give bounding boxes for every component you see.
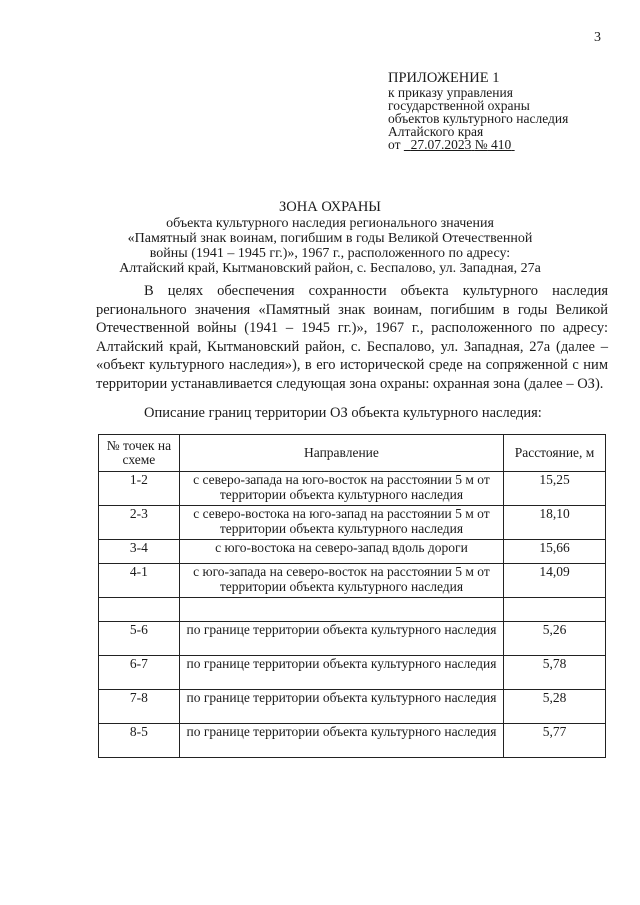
table-row-empty <box>99 598 606 622</box>
title-line: объекта культурного наследия регионального значения <box>166 216 494 231</box>
appendix-line: Алтайского края <box>388 124 484 139</box>
cell-distance <box>504 598 606 622</box>
cell-direction: с юго-востока на северо-запад вдоль дороги <box>179 540 503 564</box>
header-direction: Направление <box>179 435 503 472</box>
appendix-line: объектов культурного наследия <box>388 111 569 126</box>
table-row <box>99 656 606 690</box>
cell-direction: с северо-запада на юго-восток на расстоянии 5 м от территории объекта культурного наследия <box>179 472 503 506</box>
page-number: 3 <box>594 30 601 45</box>
cell-direction: по границе территории объекта культурного наследия <box>179 656 503 690</box>
cell-direction: по границе территории объекта культурного наследия <box>179 690 503 724</box>
cell-distance: 18,10 <box>504 506 606 540</box>
table-caption: Описание границ территории ОЗ объекта культурного наследия: <box>144 405 542 421</box>
date-prefix: от <box>388 137 401 152</box>
cell-points: 1-2 <box>99 472 180 506</box>
table-row <box>99 540 606 564</box>
body-paragraph: В целях обеспечения сохранности объекта культурного наследия регионального значения «Памятный знак воинам, погибшим в годы Великой Отечественной войны (1941 – 1945 гг.)», 1967 г., расположенного по адресу: Алтайский край, Кытмановский район, с. Беспалово, ул. Западная, 27а (далее – «объект культурного наследия»), в его исторической среде на сопряженной с ним территории устанавливается следующая зона охраны: охранная зона (далее – ОЗ). <box>96 283 608 392</box>
table-row <box>99 622 606 656</box>
cell-distance: 14,09 <box>504 564 606 598</box>
header-distance: Расстояние, м <box>504 435 606 472</box>
order-date: 27.07.2023 <box>410 137 472 152</box>
table-row <box>99 564 606 598</box>
cell-direction: с юго-запада на северо-восток на расстоянии 5 м от территории объекта культурного наследия <box>179 564 503 598</box>
cell-points: 5-6 <box>99 622 180 656</box>
cell-direction: по границе территории объекта культурного наследия <box>179 622 503 656</box>
cell-points: 6-7 <box>99 656 180 690</box>
cell-distance: 5,77 <box>504 724 606 758</box>
appendix-heading: ПРИЛОЖЕНИЕ 1 <box>388 70 500 86</box>
table-row <box>99 690 606 724</box>
order-number: 410 <box>491 137 512 152</box>
cell-distance: 5,26 <box>504 622 606 656</box>
cell-distance: 15,66 <box>504 540 606 564</box>
zone-title: ЗОНА ОХРАНЫ <box>279 199 381 215</box>
cell-points: 7-8 <box>99 690 180 724</box>
table-row <box>99 724 606 758</box>
order-date-number <box>404 137 515 152</box>
cell-points <box>99 598 180 622</box>
title-line: «Памятный знак воинам, погибшим в годы Великой Отечественной <box>127 231 533 246</box>
appendix-block <box>388 72 568 151</box>
cell-direction <box>179 598 503 622</box>
appendix-line: государственной охраны <box>388 98 530 113</box>
cell-points: 4-1 <box>99 564 180 598</box>
cell-direction: по границе территории объекта культурного наследия <box>179 724 503 758</box>
body-text <box>96 282 608 393</box>
cell-distance: 15,25 <box>504 472 606 506</box>
table-header-row <box>99 435 606 472</box>
appendix-line: к приказу управления <box>388 85 513 100</box>
number-prefix: № <box>474 137 488 152</box>
table-row <box>99 506 606 540</box>
cell-points: 2-3 <box>99 506 180 540</box>
order-date-line <box>388 138 568 151</box>
title-line: Алтайский край, Кытмановский район, с. Беспалово, ул. Западная, 27а <box>119 261 541 276</box>
boundary-table <box>98 434 606 758</box>
header-points: № точек на схеме <box>99 435 180 472</box>
cell-points: 3-4 <box>99 540 180 564</box>
table-row <box>99 472 606 506</box>
zone-title-block <box>60 200 600 276</box>
cell-distance: 5,78 <box>504 656 606 690</box>
cell-direction: с северо-востока на юго-запад на расстоянии 5 м от территории объекта культурного наследия <box>179 506 503 540</box>
cell-points: 8-5 <box>99 724 180 758</box>
title-line: войны (1941 – 1945 гг.)», 1967 г., расположенного по адресу: <box>149 246 511 261</box>
cell-distance: 5,28 <box>504 690 606 724</box>
